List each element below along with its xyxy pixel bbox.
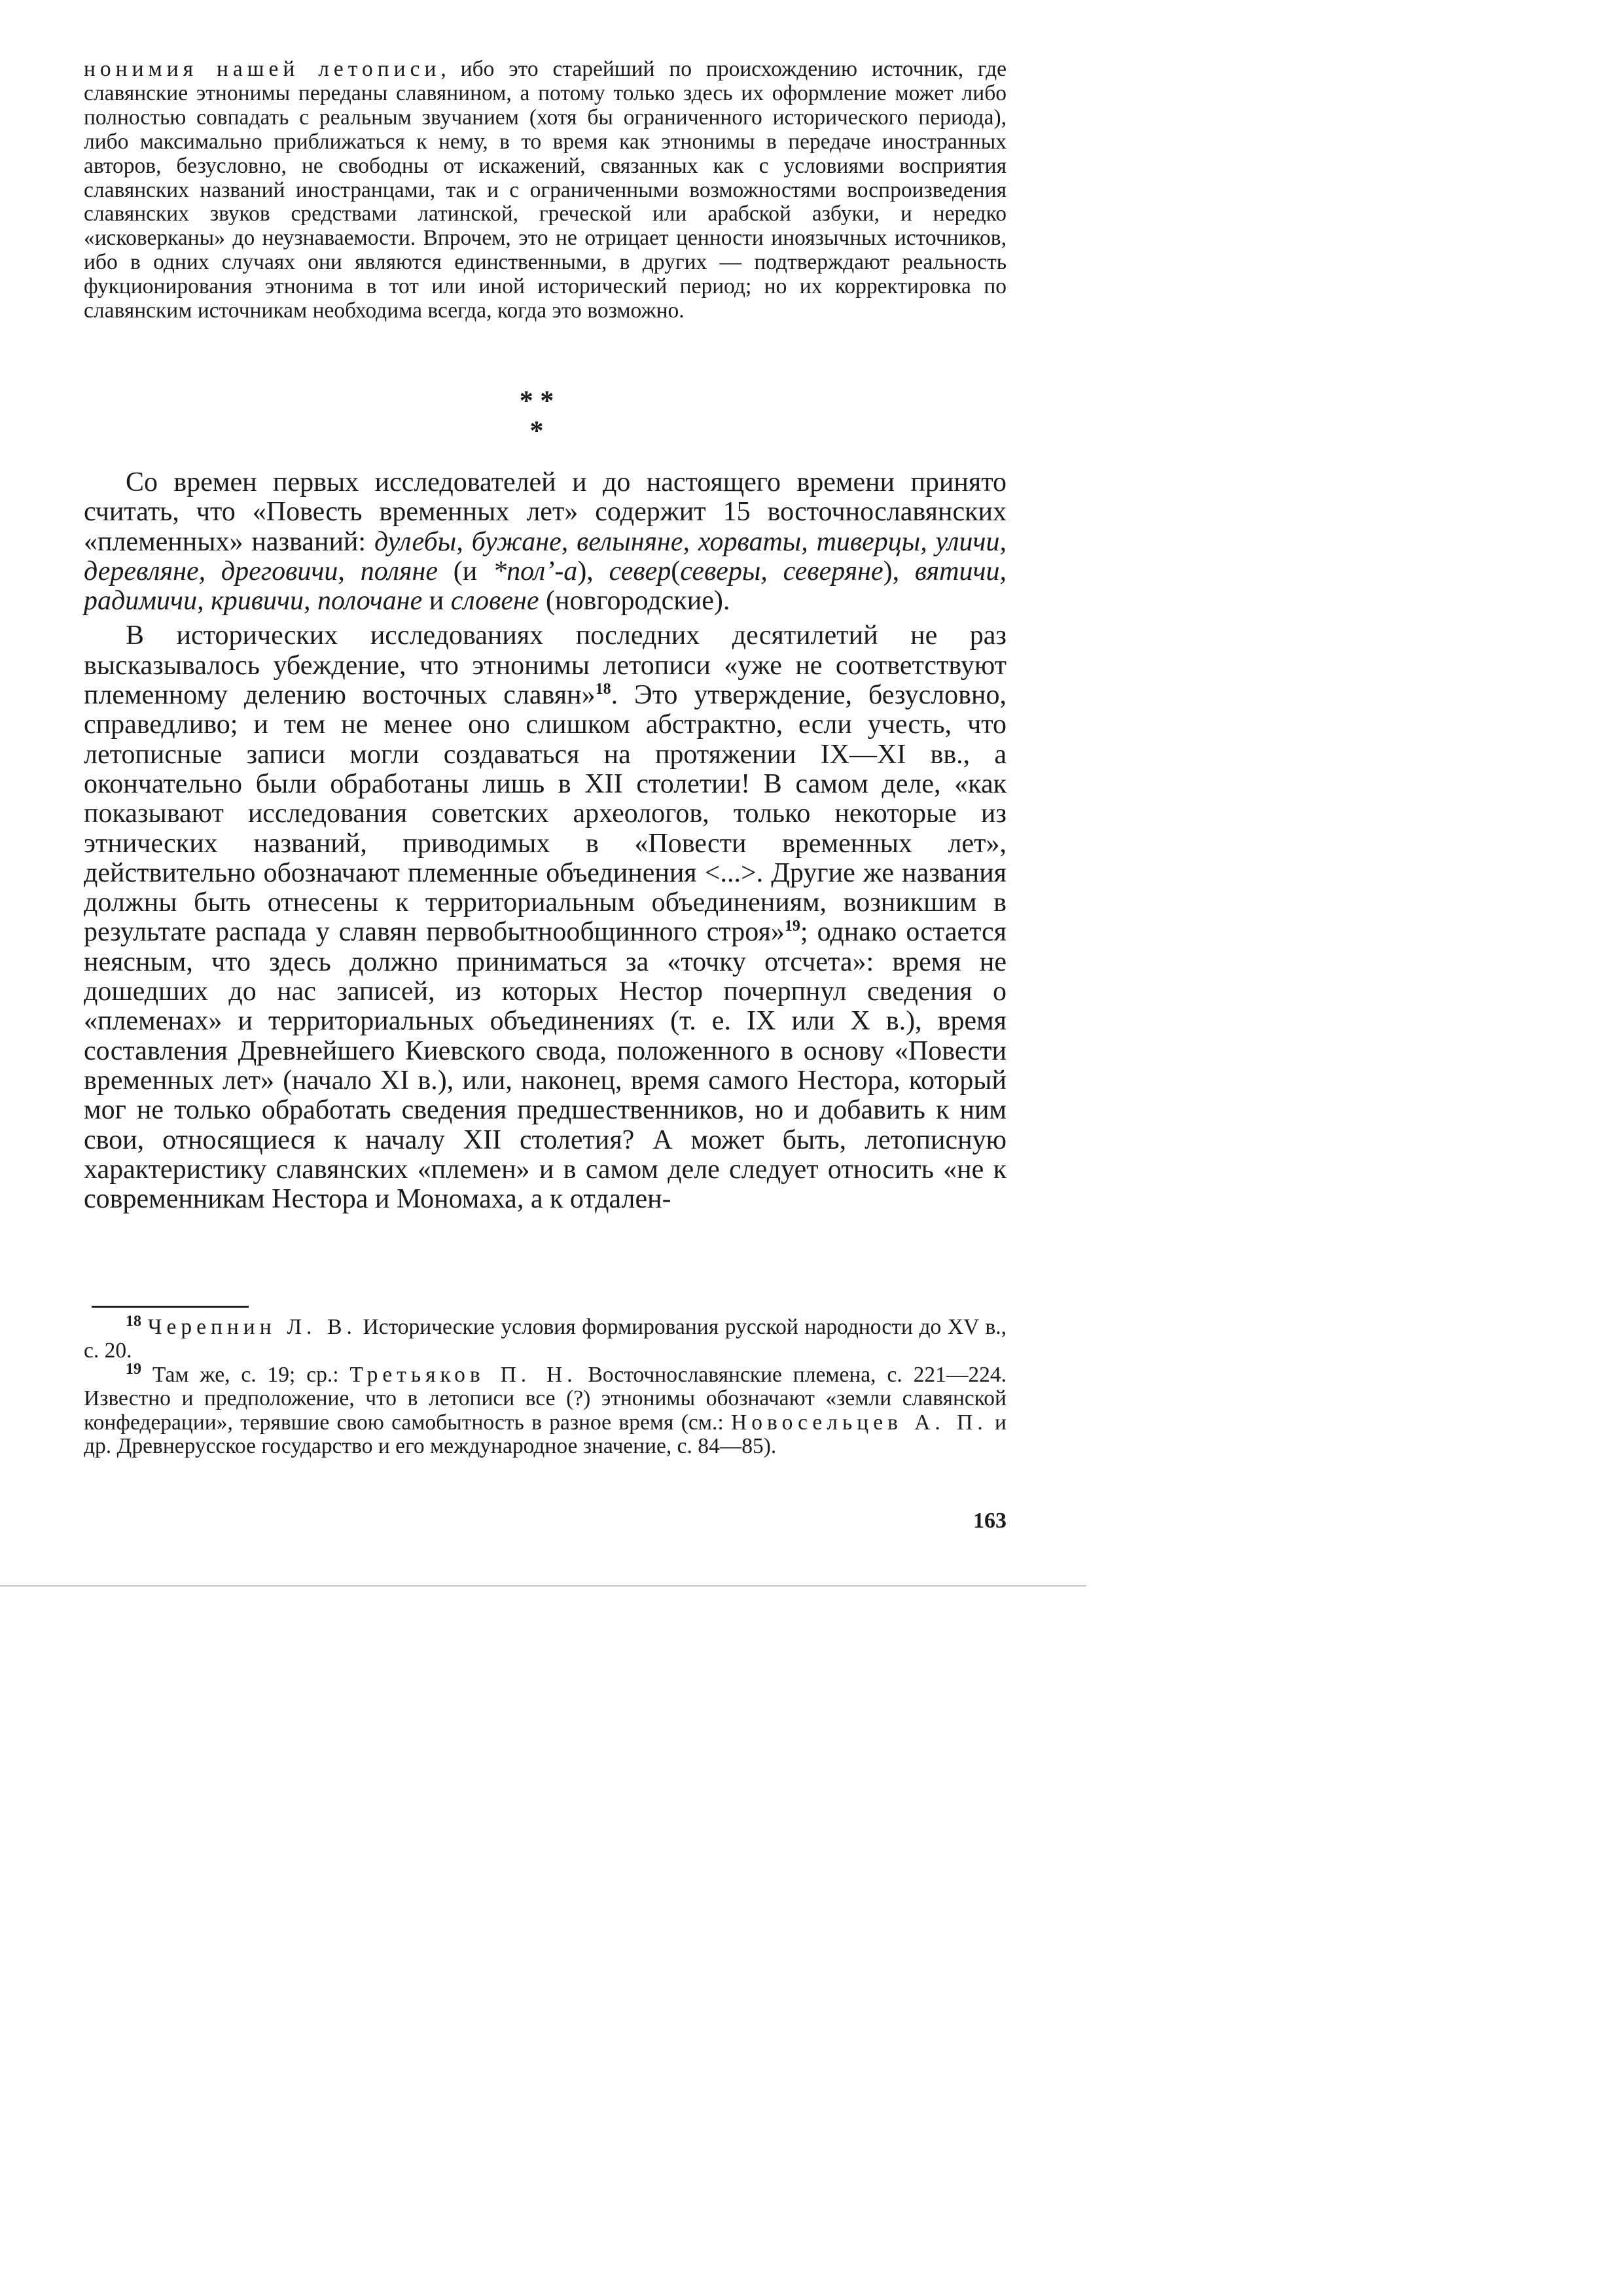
footnote-ref-19: 19 — [784, 918, 800, 935]
paragraph-1: Со времен первых исследователей и до настоящего времени принято считать, что «Повесть временных лет» содержит 15 восточнославянских «племенных» названий: дулебы, бужане, велыняне, хорваты, тиверцы, уличи, деревляне, дреговичи, поляне (и *пол’-а), север(северы, северяне), вятичи, радимичи, кривичи, полочане и словене (новгородские). — [84, 467, 1007, 617]
paragraph-2: В исторических исследованиях последних десятилетий не раз высказывалось убеждение, что этнонимы летописи «уже не соответствуют племенному делению восточных славян»$^{18}$. Это утверждение, безусловно, справедливо; и тем не менее оно слишком абстрактно, если учесть, что летописные записи могли создаваться на протяжении IX—XI вв., а окончательно были обработаны лишь в XII столетии! В самом деле, «как показывают исследования советских археологов, только некоторые из этнических названий, приводимых в «Повести временных лет», действительно обозначают племенные объединения <...>. Другие же названия должны быть отнесены к территориальным объединениям, возникшим в результате распада у славян первобытнообщинного строя»$^{19}$; однако остается неясным, что здесь должно приниматься за «точку отсчета»: время не дошедших до нас записей, из которых Нестор почерпнул сведения о «племенах» и территориальных объединениях (т. е. IX или X в.), время составления Древнейшего Киевского свода, положенного в основу «Повести временных лет» (начало XI в.), или, наконец, время самого Нестора, который мог не только обработать сведения предшественников, но и добавить к ним свои, относящиеся к началу XII столетия? А может быть, летописную характеристику славянских «племен» и в самом деле следует относить «не к современникам Нестора и Мономаха, а к отдален- — [84, 620, 1007, 1215]
scan-edge-line — [0, 1585, 1086, 1587]
page-number: 163 — [973, 1509, 1007, 1533]
section-separator: * * * — [519, 386, 554, 446]
spaced-lead: нонимия нашей летописи — [84, 57, 441, 81]
main-text — [84, 468, 1007, 1214]
footnote-18: $^{18}$ Черепнин Л. В. Исторические условия формирования русской народности до XV в., с. 20. — [84, 1312, 1007, 1363]
footnote-ref-18: 18 — [595, 681, 611, 698]
footnote-rule — [92, 1306, 249, 1308]
footnotes — [84, 1312, 1007, 1459]
footnote-19: $^{19}$ Там же, с. 19; ср.: Третьяков П. Н. Восточнославянские племена, с. 221—224. Известно и предположение, что в летописи все (?) этнонимы обозначают «земли славянской конфедерации», терявшие свою самобытность в разное время (см.: Новосельцев А. П. и др. Древнерусское государство и его международное значение, с. 84—85). — [84, 1360, 1007, 1459]
top-text-block: нонимия нашей летописи, ибо это старейший по происхождению источник, где славянские этнонимы переданы славянином, а потому только здесь их оформление может либо полностью совпадать с реальным звучанием (хотя бы ограниченного исторического периода), либо максимально приближаться к нему, в то время как этнонимы в передаче иностранных авторов, безусловно, не свободны от искажений, связанных как с условиями восприятия славянских названий иностранцами, так и с ограниченными возможностями воспроизведения славянских звуков средствами латинской, греческой или арабской азбуки, и нередко «исковерканы» до неузнаваемости. Впрочем, это не отрицает ценности иноязычных источников, ибо в одних случаях они являются единственными, в других — подтверждают реальность фукционирования этнонима в тот или иной исторический период; но их корректировка по славянским источникам необходима всегда, когда это возможно. — [84, 57, 1007, 323]
